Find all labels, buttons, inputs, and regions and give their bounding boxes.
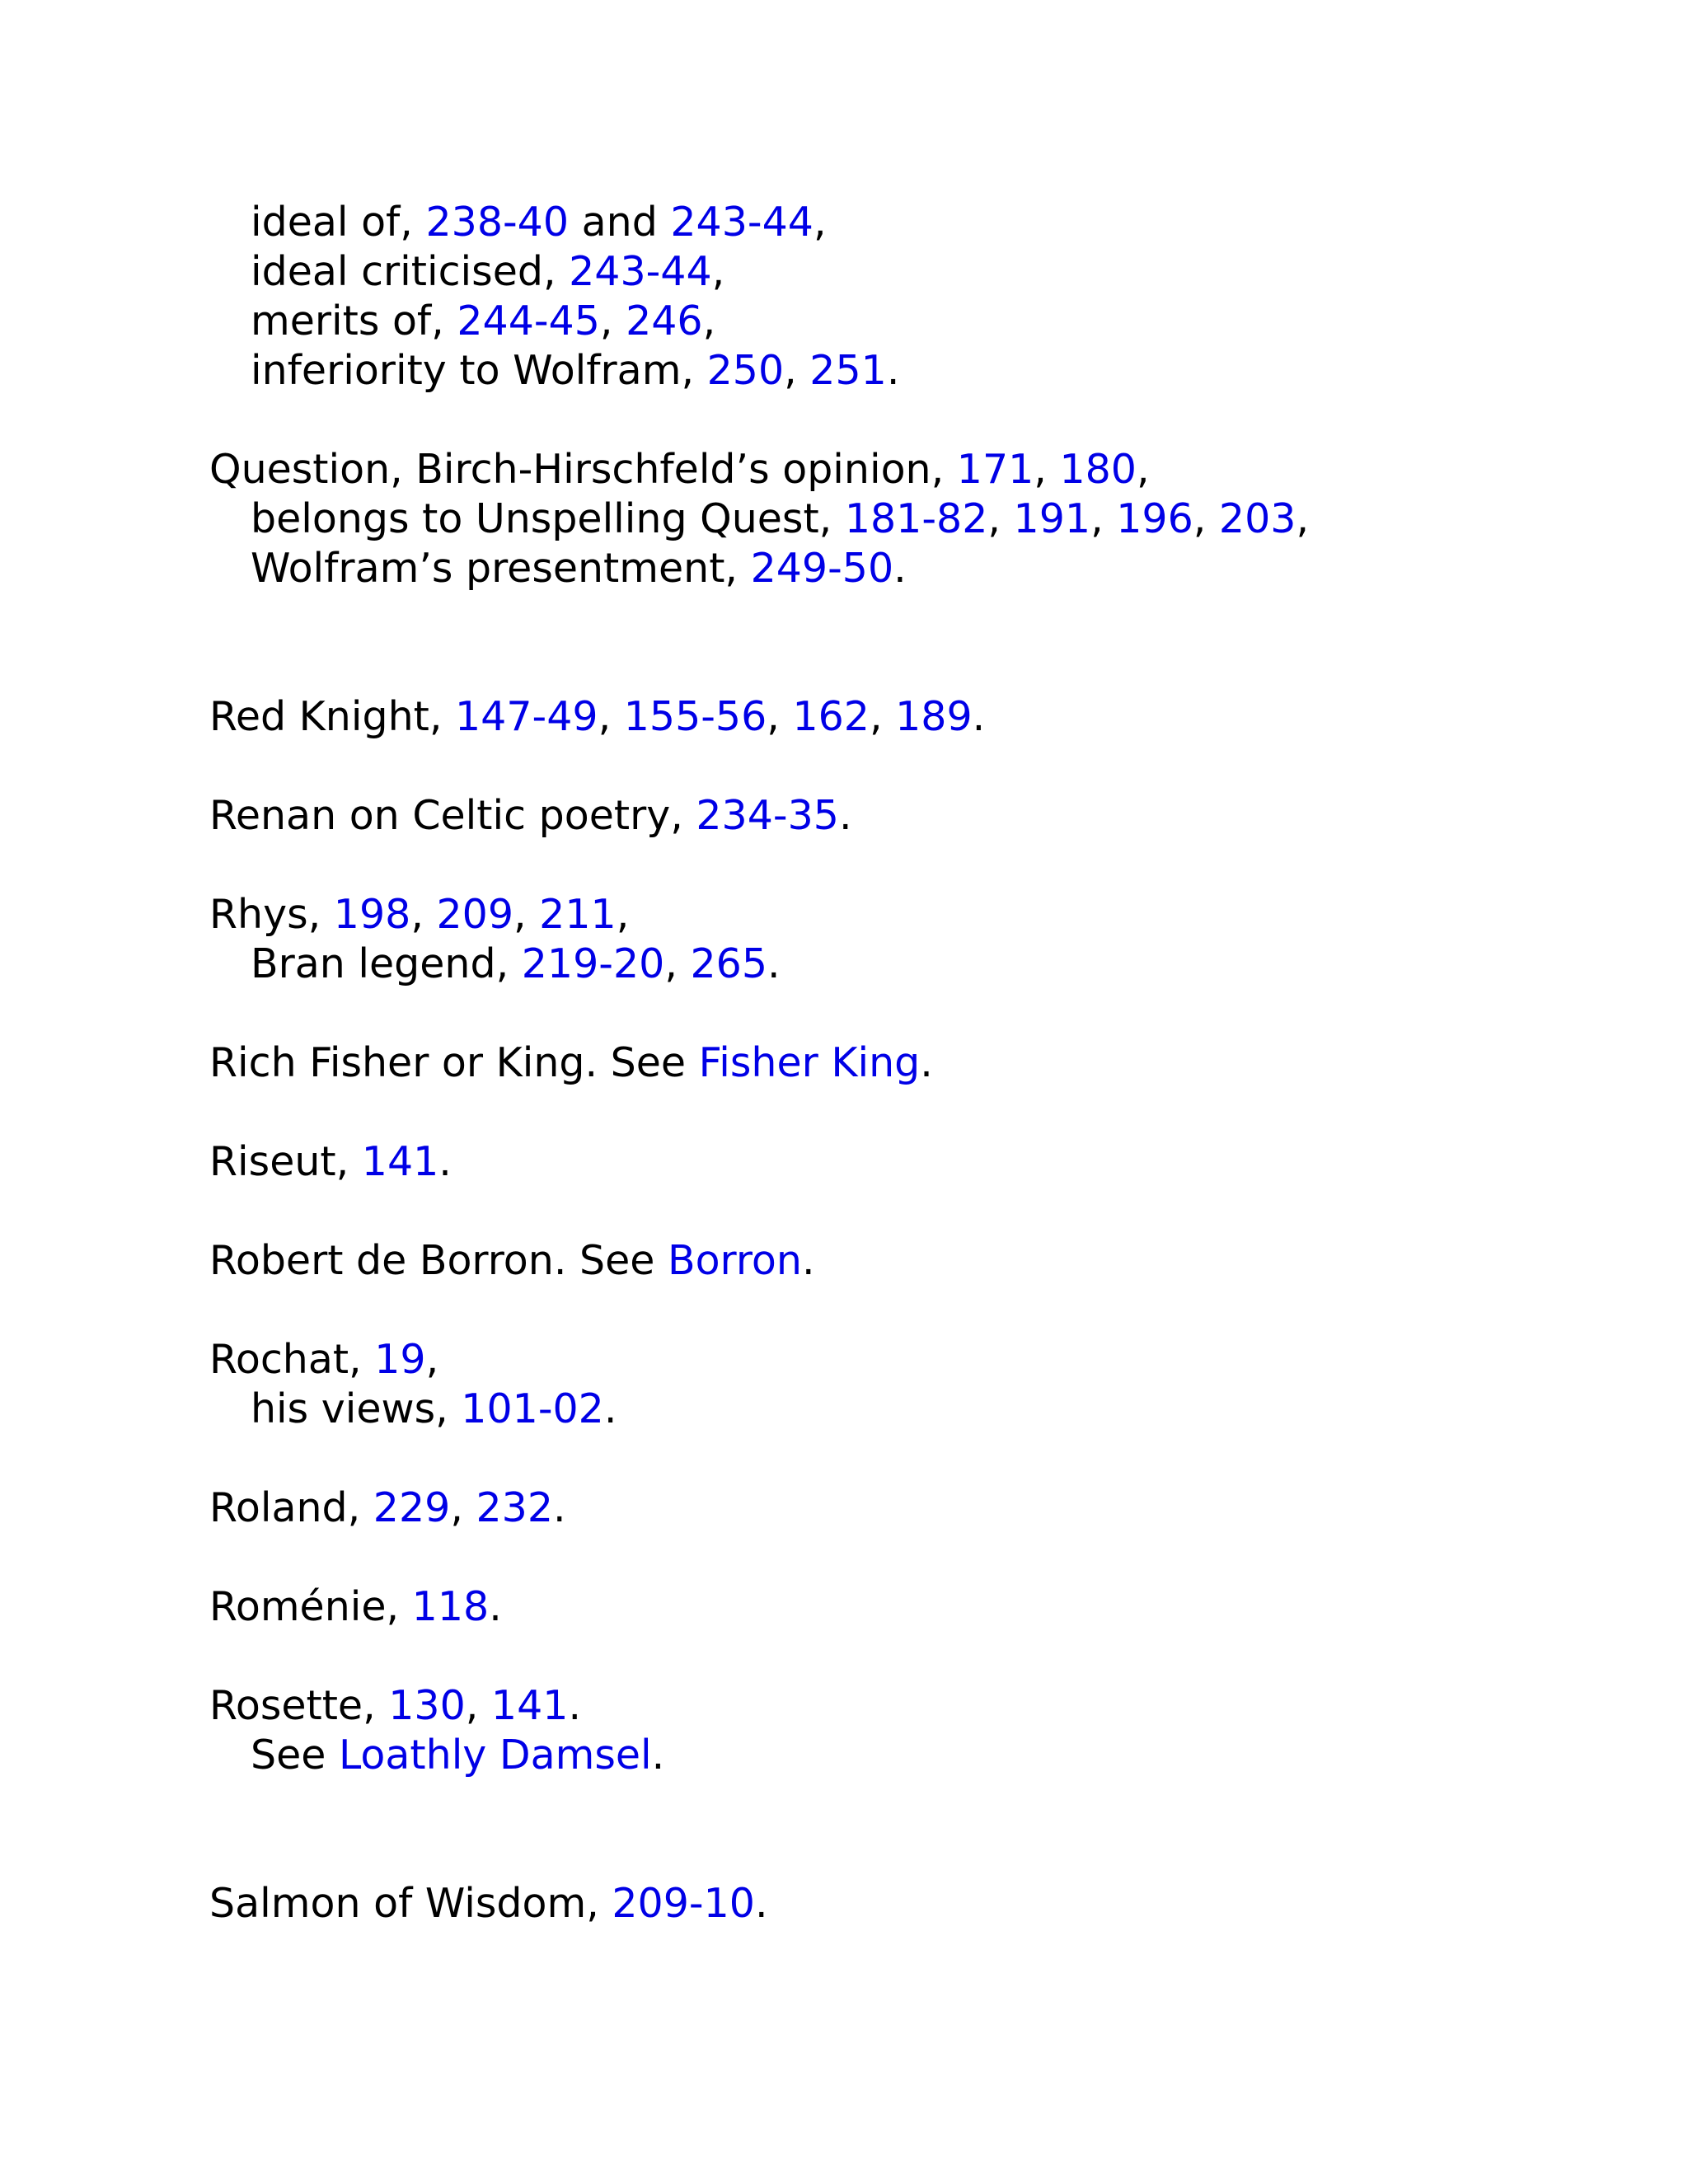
- entry-text: his views,: [251, 1385, 462, 1432]
- index-subentry: [251, 297, 715, 346]
- page-link[interactable]: 101-02: [461, 1385, 604, 1432]
- page-link[interactable]: 250: [706, 347, 785, 394]
- index-entry-robert-de-borron: [209, 1236, 815, 1286]
- page-link[interactable]: 234-35: [696, 792, 839, 839]
- entry-text: ideal of,: [251, 199, 426, 246]
- index-entry-red-knight: Red Knight, 147-49, 155-56, 162, 189.: [209, 693, 986, 740]
- entry-text: .: [438, 1138, 452, 1185]
- page-link[interactable]: 155-56: [623, 693, 767, 740]
- page-link[interactable]: 141: [490, 1682, 569, 1729]
- entry-text: ,: [813, 199, 827, 246]
- entry-text: Wolfram’s presentment,: [251, 545, 751, 592]
- index-entry-rochat: [209, 1335, 438, 1385]
- page-link[interactable]: 196: [1116, 495, 1193, 542]
- entry-text: ,: [616, 891, 630, 938]
- entry-heading: Rich Fisher or King. See: [209, 1039, 699, 1086]
- page-link[interactable]: 191: [1013, 495, 1091, 542]
- entry-heading: Robert de Borron. See: [209, 1237, 668, 1284]
- entry-text: .: [568, 1682, 582, 1729]
- page-link[interactable]: 229: [373, 1484, 451, 1531]
- page-link[interactable]: 249-50: [750, 545, 894, 592]
- entry-heading: Rosette,: [209, 1682, 389, 1729]
- entry-text: ,: [599, 298, 626, 344]
- entry-text: .: [651, 1732, 665, 1779]
- entry-text: .: [603, 1385, 617, 1432]
- page-link[interactable]: 243-44: [670, 199, 814, 246]
- page-link[interactable]: 141: [361, 1138, 439, 1185]
- entry-text: .: [886, 347, 900, 394]
- page-link[interactable]: 244-45: [457, 298, 600, 344]
- entry-text: ,: [425, 1336, 439, 1383]
- page-link[interactable]: 246: [626, 298, 703, 344]
- index-subentry: [251, 346, 899, 396]
- page-link[interactable]: 251: [809, 347, 887, 394]
- entry-heading: Riseut,: [209, 1138, 362, 1185]
- index-subentry: [251, 544, 907, 593]
- entry-heading: Salmon of Wisdom,: [209, 1880, 612, 1927]
- entry-text: ,: [711, 248, 725, 295]
- entry-text: .: [801, 1237, 815, 1284]
- page-link[interactable]: 209-10: [612, 1880, 755, 1927]
- page-link[interactable]: 130: [388, 1682, 466, 1729]
- entry-text: belongs to Unspelling Quest,: [251, 495, 845, 542]
- page-link[interactable]: 171: [956, 446, 1034, 493]
- page-link[interactable]: 219-20: [521, 940, 665, 987]
- index-entry-salmon-of-wisdom: [209, 1879, 768, 1929]
- index-subentry: Bran legend, 219-20, 265.: [251, 940, 781, 987]
- index-subentry: [251, 1385, 617, 1434]
- index-subentry: [251, 198, 827, 247]
- entry-text: See: [251, 1732, 339, 1779]
- entry-text: .: [920, 1039, 933, 1086]
- page-link[interactable]: 147-49: [455, 693, 598, 740]
- page-link[interactable]: 118: [411, 1583, 490, 1630]
- index-entry-roland: Roland, 229, 232.: [209, 1484, 566, 1531]
- entry-heading: Rhys,: [209, 891, 334, 938]
- index-entry-rhys: Rhys, 198, 209, 211,: [209, 891, 630, 938]
- entry-heading: Question, Birch-Hirschfeld’s opinion,: [209, 446, 957, 493]
- entry-heading: Rochat,: [209, 1336, 375, 1383]
- entry-text: Bran legend,: [251, 940, 522, 987]
- page-link[interactable]: 209: [436, 891, 513, 938]
- entry-heading: Renan on Celtic poetry,: [209, 792, 696, 839]
- page-link[interactable]: 198: [333, 891, 411, 938]
- entry-text: .: [972, 693, 986, 740]
- entry-heading: Red Knight,: [209, 693, 455, 740]
- entry-text: ,: [702, 298, 716, 344]
- entry-heading: Roménie,: [209, 1583, 412, 1630]
- entry-text: inferiority to Wolfram,: [251, 347, 707, 394]
- entry-text: ,: [1136, 446, 1150, 493]
- entry-text: .: [553, 1484, 566, 1531]
- entry-text: .: [489, 1583, 502, 1630]
- index-entry-rich-fisher: [209, 1038, 933, 1088]
- index-subentry: [251, 247, 724, 297]
- index-entry-rosette: Rosette, 130, 141.: [209, 1682, 582, 1729]
- entry-text: .: [767, 940, 781, 987]
- entry-text: ,: [784, 347, 810, 394]
- entry-text: ideal criticised,: [251, 248, 570, 295]
- entry-heading: Roland,: [209, 1484, 373, 1531]
- entry-text: ,: [1296, 495, 1310, 542]
- index-entry-question: Question, Birch-Hirschfeld’s opinion, 171, 180,: [209, 446, 1150, 493]
- page-link[interactable]: 265: [690, 940, 767, 987]
- cross-reference-link[interactable]: Borron: [667, 1237, 802, 1284]
- page-link[interactable]: 162: [792, 693, 870, 740]
- index-entry-romenie: [209, 1582, 502, 1632]
- page-link[interactable]: 232: [476, 1484, 553, 1531]
- index-entry-riseut: [209, 1137, 452, 1187]
- page-link[interactable]: 181-82: [844, 495, 988, 542]
- page-link[interactable]: 180: [1059, 446, 1137, 493]
- cross-reference-link[interactable]: Loathly Damsel: [338, 1732, 652, 1779]
- cross-reference-link[interactable]: Fisher King: [698, 1039, 921, 1086]
- page-link[interactable]: 203: [1218, 495, 1296, 542]
- entry-text: .: [838, 792, 852, 839]
- page-link[interactable]: 211: [539, 891, 617, 938]
- index-subentry: belongs to Unspelling Quest, 181-82, 191, 196, 203,: [251, 495, 1310, 542]
- page-link[interactable]: 243-44: [569, 248, 712, 295]
- page-link[interactable]: 19: [374, 1336, 426, 1383]
- page-link[interactable]: 238-40: [425, 199, 570, 246]
- page-link[interactable]: 189: [895, 693, 973, 740]
- entry-text: merits of,: [251, 298, 457, 344]
- index-entry-renan: [209, 791, 852, 841]
- entry-text: .: [754, 1880, 768, 1927]
- entry-text: .: [893, 545, 907, 592]
- entry-text: and: [569, 199, 671, 246]
- index-subentry: [251, 1731, 664, 1780]
